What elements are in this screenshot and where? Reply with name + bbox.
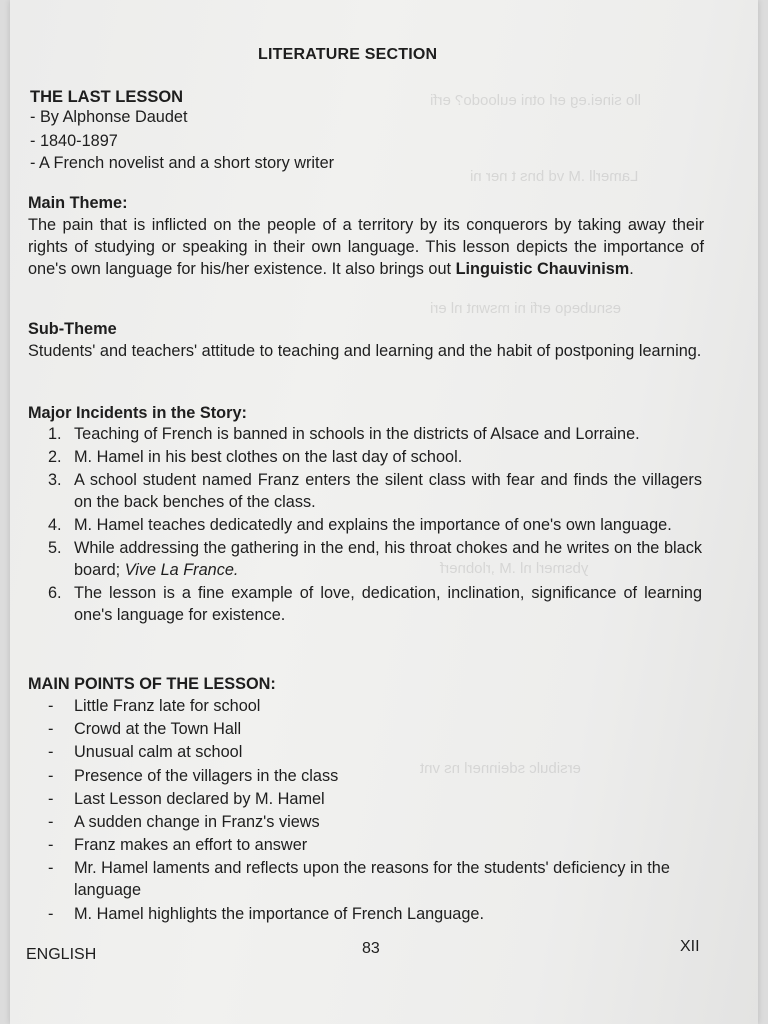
lesson-author: - By Alphonse Daudet (30, 108, 188, 126)
list-item-number: 1. (48, 425, 62, 443)
list-item (26, 446, 702, 468)
bleed-through-decoration: esnubeqo erfi ni mswnt nl eri (430, 300, 621, 317)
list-item (26, 423, 702, 445)
list-item (26, 741, 702, 763)
list-item-text: A school student named Franz enters the silent class with fear and finds the villagers on the back benches of the class. (74, 471, 702, 511)
list-item (26, 811, 702, 833)
list-item-text: Unusual calm at school (74, 743, 243, 762)
list-item (26, 903, 702, 925)
dash-bullet: - (48, 859, 54, 878)
bleed-through-decoration: llo sinei.eg erl otni euloodo? erfi (430, 92, 641, 109)
footer-subject: ENGLISH (26, 946, 97, 963)
dash-bullet: - (48, 836, 54, 855)
dash-bullet: - (48, 766, 54, 785)
list-item (26, 537, 702, 581)
list-item-text: M. Hamel in his best clothes on the last day of school. (74, 448, 463, 466)
sub-theme-paragraph: Students' and teachers' attitude to teaching and learning and the habit of postponing learning. (28, 342, 702, 360)
dash-bullet: - (48, 720, 54, 739)
list-item-text: Mr. Hamel laments and reflects upon the reasons for the students' deficiency in the language (74, 859, 670, 900)
lesson-description: - A French novelist and a short story writer (30, 154, 335, 172)
list-item-number: 4. (48, 516, 62, 534)
list-item (26, 765, 702, 787)
list-item (26, 695, 702, 717)
list-item (26, 834, 702, 856)
bleed-through-decoration: ersibulc sdeinnerl ns vnt (420, 760, 581, 777)
list-item-text: Presence of the villagers in the class (74, 766, 339, 785)
main-points-list (26, 695, 702, 926)
list-item-text: The lesson is a fine example of love, dedication, inclination, significance of learning one's language for existence. (74, 584, 702, 624)
dash-bullet: - (48, 812, 54, 831)
lesson-years: - 1840-1897 (30, 132, 118, 150)
footer-page-number: 83 (362, 940, 380, 957)
list-item-text: Crowd at the Town Hall (74, 720, 242, 739)
dash-bullet: - (48, 904, 54, 923)
list-item (26, 469, 702, 513)
list-item (26, 718, 702, 740)
list-item (26, 514, 702, 536)
sub-theme-heading: Sub-Theme (28, 320, 117, 338)
list-item-text: Last Lesson declared by M. Hamel (74, 789, 325, 808)
footer-class: XII (680, 938, 700, 955)
bleed-through-decoration: ybsmerl nl .M ,rlobnerf (440, 560, 589, 577)
list-item (26, 582, 702, 626)
list-item-text: M. Hamel teaches dedicatedly and explains the importance of one's own language. (74, 516, 672, 534)
list-item-text: Teaching of French is banned in schools in the districts of Alsace and Lorraine. (74, 425, 640, 443)
dash-bullet: - (48, 789, 54, 808)
list-item-text: Franz makes an effort to answer (74, 836, 308, 855)
list-item-italic-text: Vive La France. (124, 561, 239, 579)
list-item-text: Little Franz late for school (74, 697, 261, 715)
list-item (26, 788, 702, 810)
list-item-text: A sudden change in Franz's views (74, 812, 320, 831)
dash-bullet: - (48, 743, 54, 762)
list-item-number: 6. (48, 584, 62, 602)
main-theme-heading: Main Theme: (28, 194, 128, 212)
bleed-through-decoration: Lamerll .M vd bns t ner ni (470, 168, 639, 185)
list-item-number: 2. (48, 448, 62, 466)
main-theme-text: The pain that is inflicted on the people of a territory by its conquerors by taking away their rights of studying or speaking in their own language. This lesson depicts the importance of one's own language for his/her existence. It also brings out (28, 216, 704, 278)
major-incidents-list (26, 423, 702, 627)
main-theme-emphasis: Linguistic Chauvinism (455, 260, 630, 278)
list-item (26, 857, 702, 901)
main-points-heading: MAIN POINTS OF THE LESSON: (28, 675, 276, 693)
list-item-text: While addressing the gathering in the end, his throat chokes and he writes on the black board; (74, 539, 702, 579)
main-theme-paragraph (28, 214, 704, 280)
dash-bullet: - (48, 697, 54, 715)
list-item-text: M. Hamel highlights the importance of French Language. (74, 904, 484, 923)
section-title: LITERATURE SECTION (258, 46, 438, 63)
lesson-title: THE LAST LESSON (30, 88, 184, 106)
list-item-number: 3. (48, 471, 62, 489)
major-incidents-heading: Major Incidents in the Story: (28, 404, 247, 422)
list-item-number: 5. (48, 539, 62, 557)
page-sheet (10, 0, 758, 1024)
main-theme-tail: . (629, 260, 634, 278)
